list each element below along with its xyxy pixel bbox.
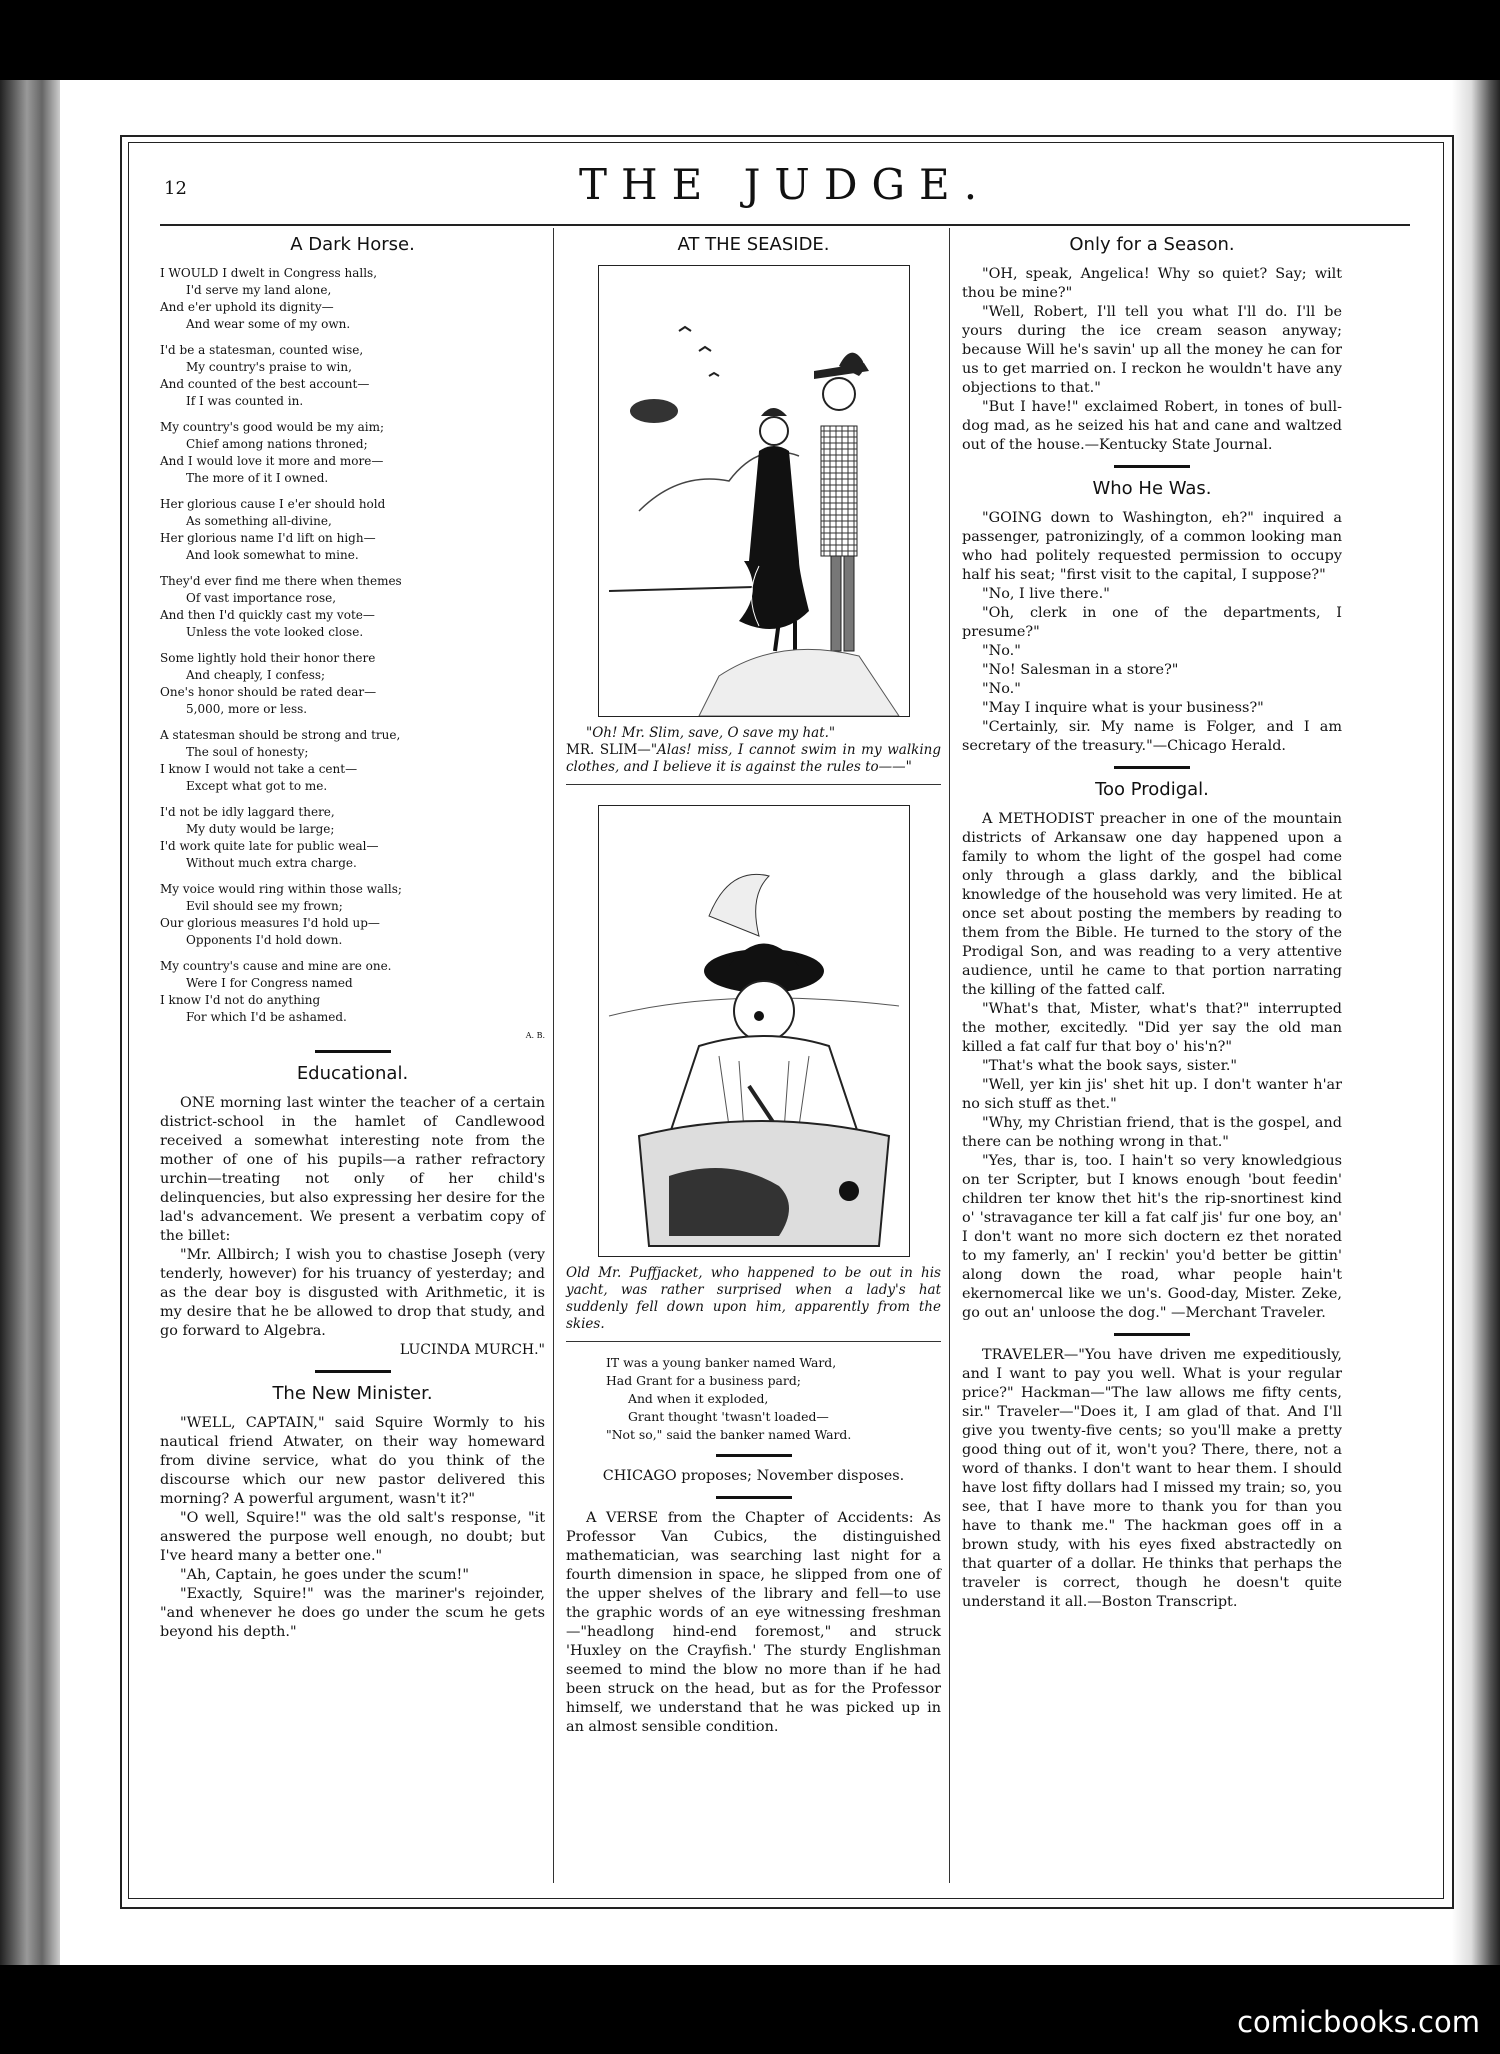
poem-line: Except what got to me. xyxy=(186,779,328,793)
poem-line: My country's good would be my aim; xyxy=(160,420,385,434)
poem-signature: A. B. xyxy=(525,1031,545,1040)
poem-line: Evil should see my frown; xyxy=(186,899,343,913)
poem-line: I WOULD I dwelt in Congress halls, xyxy=(160,266,378,280)
poem-stanza xyxy=(160,265,545,333)
separator-rule xyxy=(1114,1333,1190,1336)
separator-rule xyxy=(716,1454,792,1457)
paragraph: TRAVELER—"You have driven me expeditiously, and I want to pay you well. What is your regular price?" Hackman—"The law allows me fifty cents, sir." Traveler—"Does it, I am glad of that. And I'll give you twenty-five cents; so you'll make a pretty good thing out of it, won't you? There, there, not a word of thanks. I don't want to hear them. I should have lost fifty dollars had I missed my train; so, you see, that I have more to thank you for than you have to thank me." The hackman goes off in a brown study, with his eyes fixed abstractedly on that quarter of a dollar. He thinks that perhaps the traveler is correct, though he doesn't quite understand it all.—Boston Transcript. xyxy=(962,1347,1342,1610)
separator-rule xyxy=(315,1370,391,1373)
cartoon-seaside-illustration xyxy=(598,265,910,717)
paragraph: "Ah, Captain, he goes under the scum!" xyxy=(180,1567,469,1583)
poem-line: 5,000, more or less. xyxy=(186,702,308,716)
separator-rule xyxy=(1114,465,1190,468)
paragraph: A VERSE from the Chapter of Accidents: As Professor Van Cubics, the distinguished mathematician, was searching last night for a fourth dimension in space, he slipped from one of the upper shelves of the library and fell—to use the graphic words of an eye witnessing freshman—"headlong hind-end foremost," and struck 'Huxley on the Crayfish.' The sturdy Englishman seemed to mind the blow no more than if he had been struck on the head, but as for the Professor himself, we understand that he was picked up in an almost sensible condition. xyxy=(566,1510,941,1735)
poem-stanza xyxy=(160,419,545,487)
article-who xyxy=(962,509,1342,756)
paragraph: "No! Salesman in a store?" xyxy=(982,662,1179,678)
poem-line: A statesman should be strong and true, xyxy=(160,728,401,742)
separator-rule xyxy=(1114,766,1190,769)
poem-line: Were I for Congress named xyxy=(186,976,353,990)
paragraph: "O well, Squire!" was the old salt's response, "it answered the purpose well enough, no doubt; but I've heard many a better one." xyxy=(160,1510,545,1564)
paragraph: ONE morning last winter the teacher of a certain district-school in the hamlet of Candlewood received a somewhat interesting note from the mother of one of his pupils—a rather refractory urchin—treating not only of her child's delinquencies, but also expressing her desire for the lad's advancement. We present a verbatim copy of the billet: xyxy=(160,1095,545,1244)
article-title-educational: Educational. xyxy=(296,1063,409,1084)
poem-line: I know I would not take a cent— xyxy=(160,762,358,776)
limerick-line: Grant thought 'twasn't loaded— xyxy=(628,1409,829,1424)
paragraph: "OH, speak, Angelica! Why so quiet? Say; wilt thou be mine?" xyxy=(962,266,1342,301)
column-rule-2 xyxy=(949,228,950,1883)
paragraph: A METHODIST preacher in one of the mountain districts of Arkansaw one day happened upon a family to whom the light of the gospel had come only through a glass darkly, and the biblical knowledge of the household was very limited. He at once set about posting the members by reading to them from the Bible. He turned to the story of the Prodigal Son, and was reading to a very attentive audience, until he came to that portion narrating the killing of the fatted calf. xyxy=(962,811,1342,998)
paragraph: "But I have!" exclaimed Robert, in tones of bull-dog mad, as he seized his hat and cane and waltzed out of the house.—Kentucky State Journal. xyxy=(962,399,1342,453)
paragraph: "Well, yer kin jis' shet hit up. I don't wanter h'ar no sich stuff as thet." xyxy=(962,1077,1342,1112)
paragraph: "GOING down to Washington, eh?" inquired a passenger, patronizingly, of a common looking man who had politely requested permission to occupy half his seat; "first visit to the capital, I suppose?" xyxy=(962,510,1342,583)
limerick-line: Had Grant for a business pard; xyxy=(606,1373,801,1388)
poem-line: As something all-divine, xyxy=(186,514,332,528)
poem-line: My country's praise to win, xyxy=(186,360,352,374)
poem-line: Her glorious cause I e'er should hold xyxy=(160,497,386,511)
poem-line: And e'er uphold its dignity— xyxy=(160,300,334,314)
paragraph: "WELL, CAPTAIN," said Squire Wormly to his nautical friend Atwater, on their way homeward from divine service, what do you think of the discourse which our new pastor delivered this morning? A powerful argument, wasn't it?" xyxy=(160,1415,545,1507)
limerick-line: IT was a young banker named Ward, xyxy=(606,1355,837,1370)
paragraph: "May I inquire what is your business?" xyxy=(982,700,1264,716)
poem-stanza xyxy=(160,496,545,564)
poem-line: Unless the vote looked close. xyxy=(186,625,364,639)
paragraph: "Exactly, Squire!" was the mariner's rejoinder, "and whenever he does go under the scum he gets beyond his depth." xyxy=(160,1586,545,1640)
caption-speaker: MR. SLIM— xyxy=(566,742,651,758)
poem-line: If I was counted in. xyxy=(186,394,304,408)
paragraph: "No, I live there." xyxy=(982,586,1110,602)
poem-line: I'd be a statesman, counted wise, xyxy=(160,343,364,357)
poem-line: My duty would be large; xyxy=(186,822,335,836)
poem-line: Chief among nations throned; xyxy=(186,437,368,451)
poem-line: The more of it I owned. xyxy=(186,471,329,485)
cartoon-caption-1 xyxy=(566,725,941,785)
separator-rule xyxy=(315,1050,391,1053)
paragraph: "That's what the book says, sister." xyxy=(982,1058,1238,1074)
poem-line: I'd work quite late for public weal— xyxy=(160,839,379,853)
poem-line: And I would love it more and more— xyxy=(160,454,384,468)
seaside-drawing xyxy=(599,266,909,716)
paragraph: "Mr. Allbirch; I wish you to chastise Joseph (very tenderly, however) for his truancy of yesterday; and as the dear boy is disgusted with Arithmetic, it is my desire that he be allowed to drop that study, and go forward to Algebra. xyxy=(160,1247,545,1339)
separator-rule xyxy=(716,1496,792,1499)
poem-line: And look somewhat to mine. xyxy=(186,548,359,562)
poem-line: Opponents I'd hold down. xyxy=(186,933,343,947)
poem-stanza xyxy=(160,958,545,1026)
paragraph: "No." xyxy=(982,681,1021,697)
limerick xyxy=(566,1354,941,1444)
poem-line: They'd ever find me there when themes xyxy=(160,574,402,588)
column-3 xyxy=(962,230,1342,1612)
column-1 xyxy=(160,230,545,1642)
article-title-prodigal: Too Prodigal. xyxy=(1095,779,1209,800)
poem-line: And counted of the best account— xyxy=(160,377,370,391)
column-rule-1 xyxy=(553,228,554,1883)
poem-line: I know I'd not do anything xyxy=(160,993,321,1007)
page-number: 12 xyxy=(164,178,187,199)
article-title-season: Only for a Season. xyxy=(1069,234,1235,255)
poem-title: A Dark Horse. xyxy=(290,234,415,255)
letter-signature: LUCINDA MURCH." xyxy=(399,1342,545,1358)
caption-line: "Alas! miss, I cannot swim in my walking clothes, and I believe it is against the rules to——" xyxy=(566,742,941,775)
limerick-line: "Not so," said the banker named Ward. xyxy=(606,1427,852,1442)
limerick-line: And when it exploded, xyxy=(628,1391,769,1406)
poem-stanza xyxy=(160,727,545,795)
poem-line: And cheaply, I confess; xyxy=(186,668,326,682)
column-2 xyxy=(566,230,941,1737)
chicago-quip: CHICAGO proposes; November disposes. xyxy=(602,1468,905,1484)
paragraph: "Oh, clerk in one of the departments, I presume?" xyxy=(962,605,1342,640)
poem-stanza xyxy=(160,573,545,641)
paragraph: "What's that, Mister, what's that?" interrupted the mother, excitedly. "Did yer say the old man killed a fat calf fur that boy o' his'n?" xyxy=(962,1001,1342,1055)
article-title-minister: The New Minister. xyxy=(272,1383,433,1404)
poem-line: I'd not be idly laggard there, xyxy=(160,805,335,819)
page-header xyxy=(160,160,1410,220)
paragraph: "Yes, thar is, too. I hain't so very knowledgious on ter Scripter, but I knows enough 'bout feedin' children ter know thet hit's the rip-snortinest kind o' 'stravagance ter kill a fat calf jis' fur one boy, an' I don't want no more sich doctern ez thet norated to my famerly, an' I reckin' you'd better be gittin' along down the road, whar people hain't ekernomercal like we un's. Good-day, Mister. Zeke, go out an' unloose the dog." —Merchant Traveler. xyxy=(962,1153,1342,1321)
paragraph: "No." xyxy=(982,643,1021,659)
article-traveler xyxy=(962,1346,1342,1612)
poem-line: My voice would ring within those walls; xyxy=(160,882,402,896)
cartoon-caption-2: Old Mr. Puffjacket, who happened to be out in his yacht, was rather surprised when a lady's hat suddenly fell down upon him, apparently from the skies. xyxy=(566,1265,941,1342)
article-educational xyxy=(160,1094,545,1360)
poem-line: My country's cause and mine are one. xyxy=(160,959,392,973)
book-spine xyxy=(0,80,60,1965)
paragraph: "Why, my Christian friend, that is the gospel, and there can be nothing wrong in that." xyxy=(962,1115,1342,1150)
poem-line: Without much extra charge. xyxy=(186,856,357,870)
header-rule xyxy=(160,224,1410,226)
poem-line: One's honor should be rated dear— xyxy=(160,685,377,699)
poem-line: And then I'd quickly cast my vote— xyxy=(160,608,375,622)
poem-line: Our glorious measures I'd hold up— xyxy=(160,916,380,930)
poem-line: Her glorious name I'd lift on high— xyxy=(160,531,376,545)
article-season xyxy=(962,265,1342,455)
page-edge xyxy=(1452,80,1500,1965)
watermark: comicbooks.com xyxy=(1237,2005,1480,2039)
paragraph: "Certainly, sir. My name is Folger, and I am secretary of the treasury."—Chicago Herald. xyxy=(962,719,1342,754)
paragraph: "Well, Robert, I'll tell you what I'll do. I'll be yours during the ice cream season anyway; because Will he's savin' up all the money he can for us to get married on. I reckon he wouldn't have any objections to that." xyxy=(962,304,1342,396)
poem-stanza xyxy=(160,650,545,718)
poem-dark-horse xyxy=(160,265,545,1026)
poem-line: For which I'd be ashamed. xyxy=(186,1010,347,1024)
article-minister xyxy=(160,1414,545,1642)
verse-story xyxy=(566,1509,941,1737)
article-prodigal xyxy=(962,810,1342,1323)
poem-stanza xyxy=(160,804,545,872)
poem-line: Of vast importance rose, xyxy=(186,591,337,605)
poem-line: Some lightly hold their honor there xyxy=(160,651,376,665)
poem-line: And wear some of my own. xyxy=(186,317,351,331)
cartoon-headline: AT THE SEASIDE. xyxy=(677,234,830,255)
poem-line: I'd serve my land alone, xyxy=(186,283,332,297)
masthead-title: THE JUDGE. xyxy=(578,160,992,209)
article-title-who: Who He Was. xyxy=(1092,478,1212,499)
poem-stanza xyxy=(160,881,545,949)
caption-line: "Oh! Mr. Slim, save, O save my hat." xyxy=(586,725,836,741)
poem-stanza xyxy=(160,342,545,410)
yacht-drawing xyxy=(599,806,909,1256)
cartoon-yacht-illustration xyxy=(598,805,910,1257)
poem-line: The soul of honesty; xyxy=(186,745,309,759)
